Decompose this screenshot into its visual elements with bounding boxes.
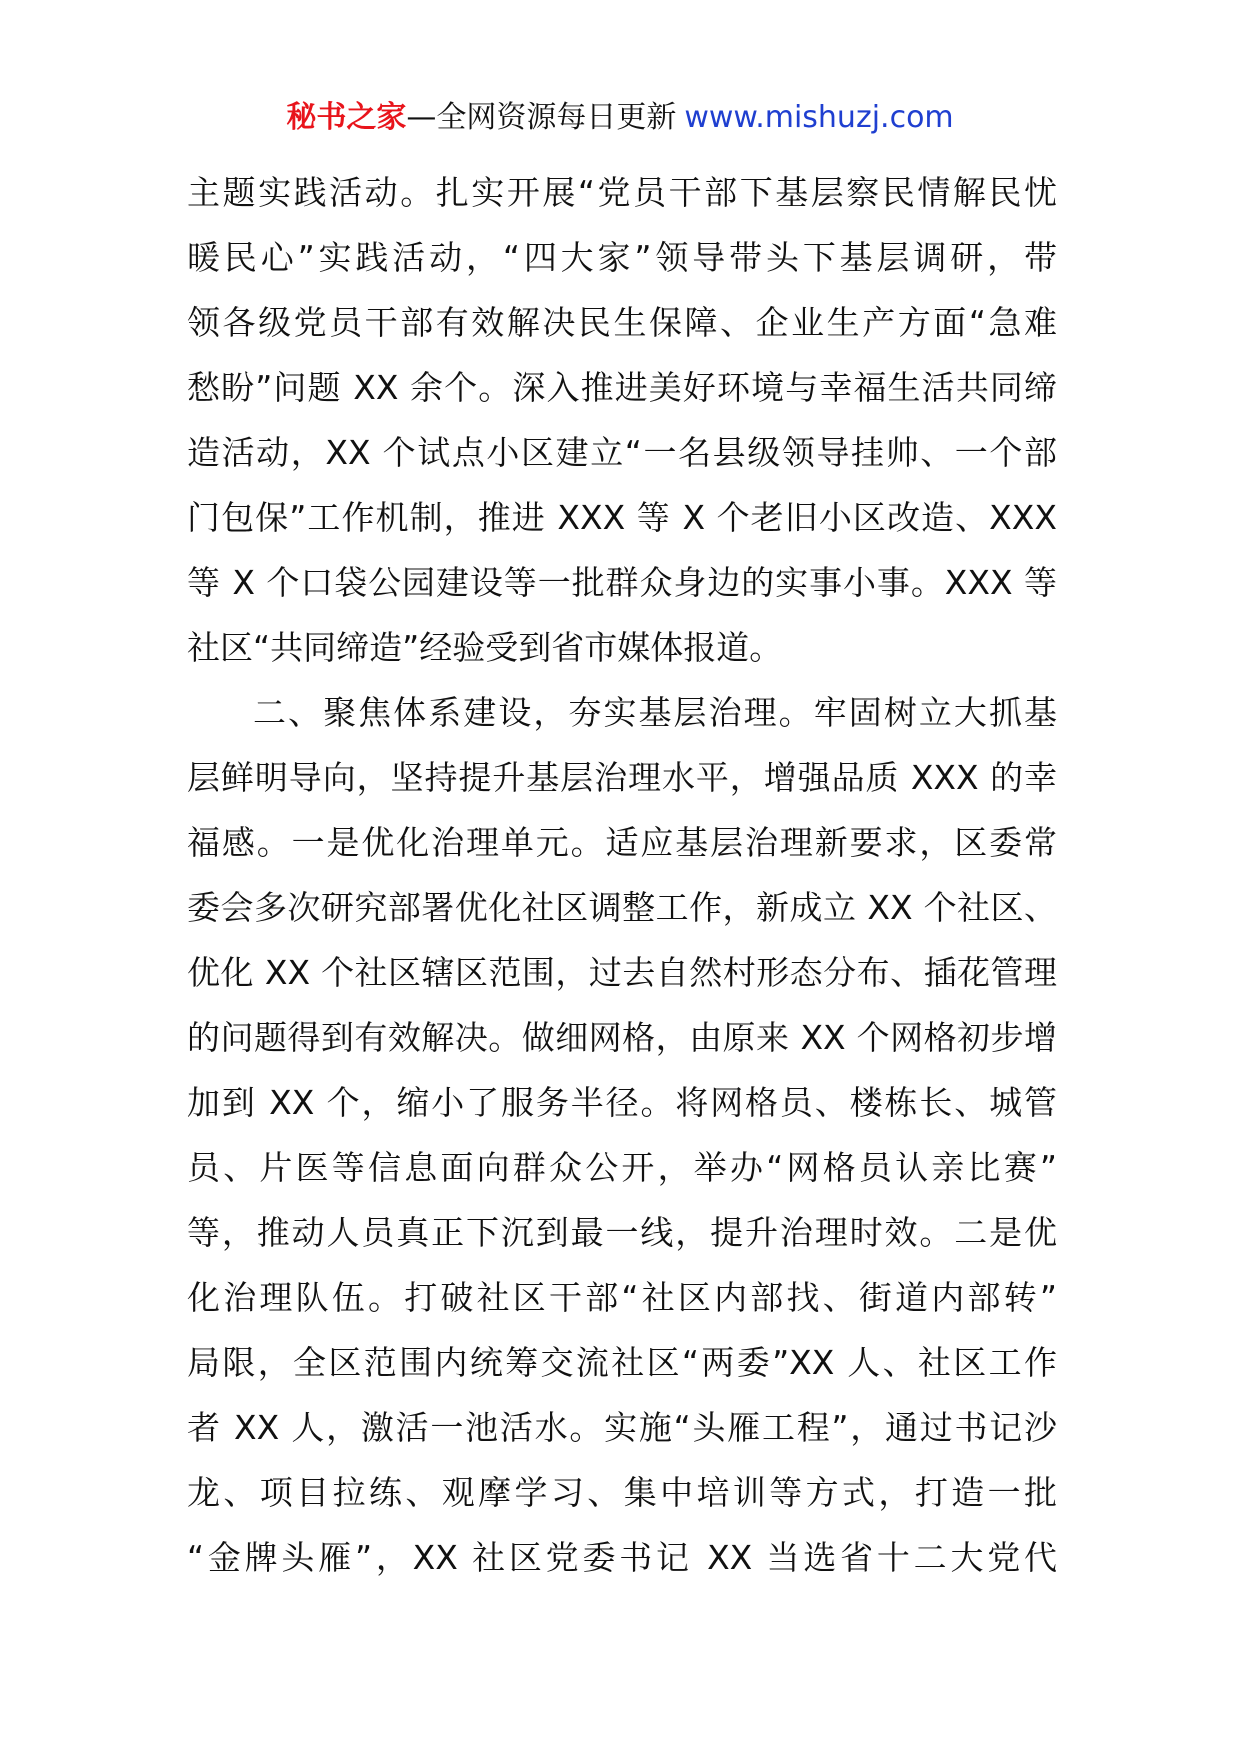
body-line: 委会多次研究部署优化社区调整工作，新成立 XX 个社区、 xyxy=(187,888,1057,927)
body-line: 局限，全区范围内统筹交流社区“两委”XX 人、社区工作 xyxy=(187,1343,1057,1382)
body-line: 龙、项目拉练、观摩学习、集中培训等方式，打造一批 xyxy=(187,1473,1057,1512)
page-header xyxy=(0,98,1240,138)
header-url-link[interactable]: www.mishuzj.com xyxy=(684,100,954,135)
body-line: 优化 XX 个社区辖区范围，过去自然村形态分布、插花管理 xyxy=(187,953,1057,992)
body-line: 等，推动人员真正下沉到最一线，提升治理时效。二是优 xyxy=(187,1213,1057,1252)
body-line: 者 XX 人，激活一池活水。实施“头雁工程”，通过书记沙 xyxy=(187,1408,1057,1447)
body-line: 的问题得到有效解决。做细网格，由原来 XX 个网格初步增 xyxy=(187,1018,1057,1057)
body-line: 员、片医等信息面向群众公开，举办“网格员认亲比赛” xyxy=(187,1148,1057,1187)
header-brand: 秘书之家 xyxy=(286,100,407,135)
body-line: 暖民心”实践活动，“四大家”领导带头下基层调研，带 xyxy=(187,238,1057,277)
body-line: 福感。一是优化治理单元。适应基层治理新要求，区委常 xyxy=(187,823,1057,862)
body-line: 主题实践活动。扎实开展“党员干部下基层察民情解民忧 xyxy=(187,173,1057,212)
body-line: 领各级党员干部有效解决民生保障、企业生产方面“急难 xyxy=(187,303,1057,342)
body-line: 愁盼”问题 XX 余个。深入推进美好环境与幸福生活共同缔 xyxy=(187,368,1057,407)
body-line: 等 X 个口袋公园建设等一批群众身边的实事小事。XXX 等 xyxy=(187,563,1057,602)
body-line: 门包保”工作机制，推进 XXX 等 X 个老旧小区改造、XXX xyxy=(187,498,1057,537)
body-line: 加到 XX 个，缩小了服务半径。将网格员、楼栋长、城管 xyxy=(187,1083,1057,1122)
body-line: 社区“共同缔造”经验受到省市媒体报道。 xyxy=(187,628,783,667)
header-tagline: —全网资源每日更新 xyxy=(406,100,677,135)
document-body xyxy=(187,160,1057,1590)
body-line: “金牌头雁”，XX 社区党委书记 XX 当选省十二大党代 xyxy=(187,1538,1057,1577)
body-line: 层鲜明导向，坚持提升基层治理水平，增强品质 XXX 的幸 xyxy=(187,758,1057,797)
body-line: 化治理队伍。打破社区干部“社区内部找、街道内部转” xyxy=(187,1278,1057,1317)
section-heading-line: 二、聚焦体系建设，夯实基层治理。牢固树立大抓基 xyxy=(253,693,1057,732)
body-line: 造活动，XX 个试点小区建立“一名县级领导挂帅、一个部 xyxy=(187,433,1057,472)
